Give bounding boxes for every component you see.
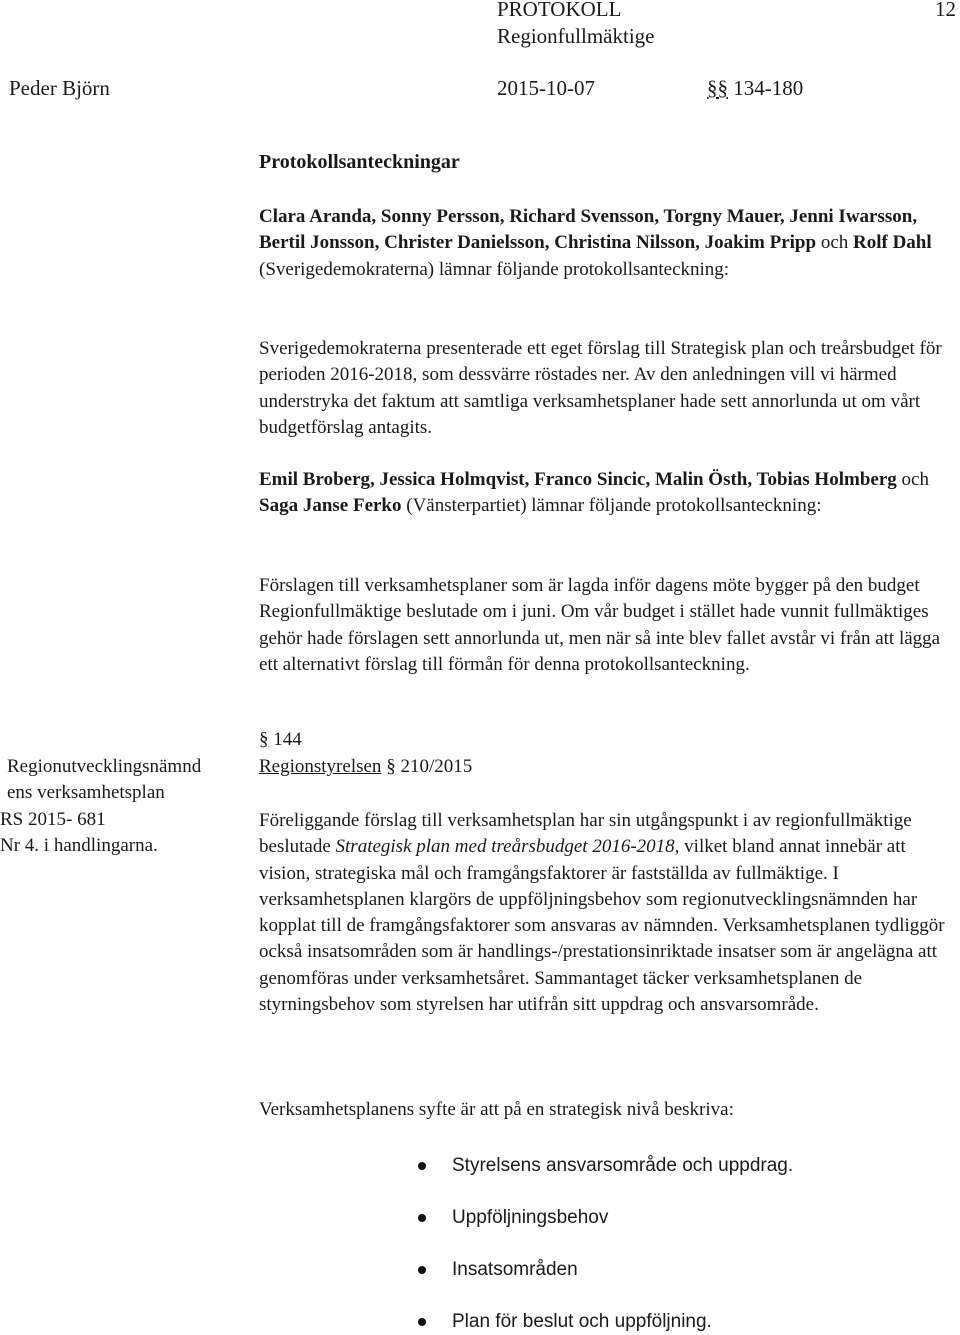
meeting-date: 2015-10-07 bbox=[497, 76, 595, 100]
note-intro-sd bbox=[259, 204, 959, 283]
purpose-sentence: Verksamhetsplanens syfte är att på en strategisk nivå beskriva: bbox=[259, 1099, 734, 1120]
section-symbol: §§ bbox=[707, 76, 728, 100]
note-intro-text: (Vänsterpartiet) lämnar följande protokollsanteckning: bbox=[401, 495, 822, 517]
section-reference-number: 210/2015 bbox=[400, 756, 473, 777]
margin-title-line4: Nr 4. i handlingarna. bbox=[0, 835, 158, 856]
note-names-last: Saga Janse Ferko bbox=[259, 495, 402, 517]
note-statement-v: Förslagen till verksamhetsplaner som är lagda inför dagens möte bygger på den budget Regionfullmäktige beslutade om i juni. Om vår budget i stället hade vunnit fullmäktiges gehör hade förslagen sett annorlunda ut, men när så inte blev fallet avstår vi från att lägga ett alternativt förslag till förmån för denna protokollsanteckning. bbox=[259, 575, 941, 675]
author-name: Peder Björn bbox=[9, 76, 110, 100]
page-title: Protokollsanteckningar bbox=[259, 151, 460, 173]
note-names-last: Rolf Dahl bbox=[853, 232, 932, 254]
list-item: Uppföljningsbehov bbox=[452, 1207, 609, 1228]
section-number bbox=[259, 729, 302, 751]
note-statement-sd: Sverigedemokraterna presenterade ett eget förslag till Strategisk plan och treårsbudget för perioden 2016-2018, som dessvärre röstades ner. Av den anledningen vill vi härmed understryka det faktum att samtliga verksamhetsplaner hade sett annorlunda ut om vårt budgetförslag antagits. bbox=[259, 338, 942, 438]
note-names: Clara Aranda, Sonny Persson, Richard Svensson, Torgny Mauer, Jenni Iwarsson, Bertil Jonsson, Christer Danielsson, Christina Nilsson, Joakim Pripp bbox=[259, 206, 918, 254]
list-item: Styrelsens ansvarsområde och uppdrag. bbox=[452, 1155, 794, 1176]
section-range-value: 134-180 bbox=[733, 76, 804, 100]
note-conjunction: och bbox=[896, 469, 929, 490]
list-item: Plan för beslut och uppföljning. bbox=[452, 1311, 712, 1332]
margin-title-line2: ens verksamhetsplan bbox=[7, 782, 165, 803]
list-item: Insatsområden bbox=[452, 1259, 578, 1280]
note-names: Emil Broberg, Jessica Holmqvist, Franco Sincic, Malin Östh, Tobias Holmberg bbox=[259, 469, 897, 490]
note-conjunction: och bbox=[816, 232, 853, 254]
body-text: Föreliggande förslag till verksamhetsplan har sin utgångspunkt i av regionfullmäktige beslutade bbox=[259, 810, 912, 858]
section-number-symbol: § bbox=[259, 729, 269, 750]
section-reference-symbol: § bbox=[386, 756, 396, 777]
body-paragraph bbox=[259, 808, 959, 1018]
section-range bbox=[707, 76, 803, 101]
margin-title-line1: Regionutvecklingsnämnd bbox=[7, 756, 202, 777]
section-number-value: 144 bbox=[273, 729, 302, 750]
body-name: Regionfullmäktige bbox=[497, 24, 655, 48]
margin-title-line3: RS 2015- 681 bbox=[0, 809, 106, 830]
section-reference-body: Regionstyrelsen bbox=[259, 756, 382, 777]
page-number: 12 bbox=[935, 0, 956, 21]
body-text-cont: vilket bland annat innebär att vision, strategiska mål och framgångsfaktorer är fastställda av fullmäktige. I verksamhetsplanen klargörs de uppföljningsbehov som regionutvecklingsnämnden har kopplat till de framgångsfaktorer som ansvaras av nämnden. Verksamhetsplanen tydliggör också insatsområden som är handlings-/prestationsinriktade insatser som är angelägna att genomföras under verksamhetsåret. Sammantaget täcker verksamhetsplanen de styrningsbehov som styrelsen har utifrån sitt uppdrag och ansvarsområde. bbox=[259, 836, 945, 1016]
note-intro-text: (Sverigedemokraterna) lämnar följande protokollsanteckning: bbox=[259, 258, 730, 280]
note-intro-v bbox=[259, 467, 949, 520]
body-italic-title: Strategisk plan med treårsbudget 2016-2018, bbox=[335, 836, 680, 858]
document-type: PROTOKOLL bbox=[497, 0, 622, 21]
section-reference bbox=[259, 756, 472, 778]
